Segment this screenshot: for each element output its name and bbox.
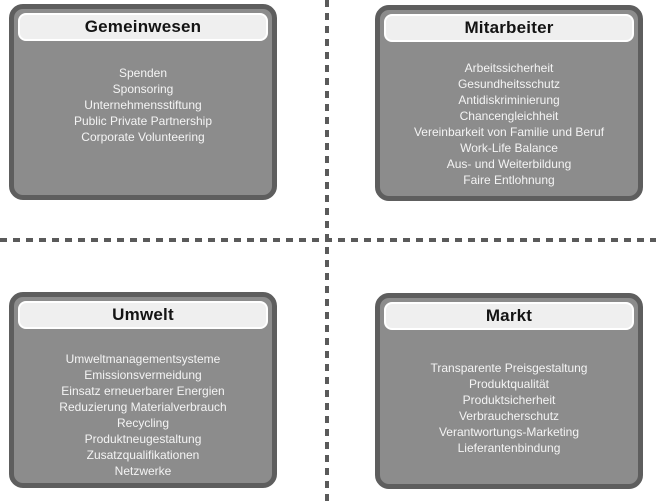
quadrant-markt-item-list (380, 330, 638, 456)
quadrant-item: Lieferantenbindung (457, 441, 561, 455)
quadrant-item: Transparente Preisgestaltung (430, 361, 588, 375)
quadrant-mitarbeiter-header (384, 14, 634, 42)
quadrant-item: Work-Life Balance (460, 141, 558, 155)
quadrant-umwelt (9, 292, 277, 488)
quadrant-item: Zusatzqualifikationen (86, 448, 200, 462)
quadrant-item: Produktneugestaltung (84, 432, 202, 446)
quadrant-gemeinwesen-header (18, 13, 268, 41)
quadrant-mitarbeiter-title: Mitarbeiter (464, 18, 554, 37)
quadrant-markt-header (384, 302, 634, 330)
quadrant-item: Public Private Partnership (73, 114, 213, 128)
quadrant-item: Emissionsvermeidung (84, 368, 202, 382)
quadrant-item: Sponsoring (112, 82, 174, 96)
quadrant-item: Verbraucherschutz (458, 409, 560, 423)
quadrant-item: Vereinbarkeit von Familie und Beruf (413, 125, 605, 139)
quadrant-gemeinwesen-title: Gemeinwesen (84, 17, 202, 36)
quadrant-item: Recycling (116, 416, 170, 430)
quadrant-gemeinwesen (9, 4, 277, 200)
quadrant-item: Antidiskriminierung (458, 93, 560, 107)
quadrant-item: Umweltmanagementsysteme (65, 352, 221, 366)
quadrant-mitarbeiter (375, 5, 643, 201)
quadrant-item: Chancengleichheit (459, 109, 559, 123)
quadrant-markt (375, 293, 643, 489)
quadrant-item: Spenden (118, 66, 168, 80)
quadrant-item: Faire Entlohnung (463, 173, 555, 187)
horizontal-dashed-divider (0, 238, 656, 242)
quadrant-item: Corporate Volunteering (81, 130, 205, 144)
quadrant-item: Einsatz erneuerbarer Energien (61, 384, 225, 398)
quadrant-item: Produktqualität (468, 377, 550, 391)
quadrant-item: Arbeitssicherheit (464, 61, 554, 75)
quadrant-item: Reduzierung Materialverbrauch (59, 400, 227, 414)
quadrant-item: Aus- und Weiterbildung (446, 157, 572, 171)
quadrant-item: Unternehmensstiftung (84, 98, 202, 112)
quadrant-umwelt-item-list (14, 329, 272, 479)
vertical-dashed-divider (325, 0, 329, 501)
quadrant-item: Gesundheitsschutz (457, 77, 561, 91)
quadrant-item: Produktsicherheit (462, 393, 556, 407)
quadrant-mitarbeiter-item-list (380, 42, 638, 188)
quadrant-markt-title: Markt (485, 306, 533, 325)
quadrant-umwelt-title: Umwelt (112, 305, 174, 324)
quadrant-umwelt-header (18, 301, 268, 329)
quadrant-item: Verantwortungs-Marketing (438, 425, 580, 439)
quadrant-item: Netzwerke (114, 464, 172, 478)
quadrant-gemeinwesen-item-list (14, 41, 272, 145)
